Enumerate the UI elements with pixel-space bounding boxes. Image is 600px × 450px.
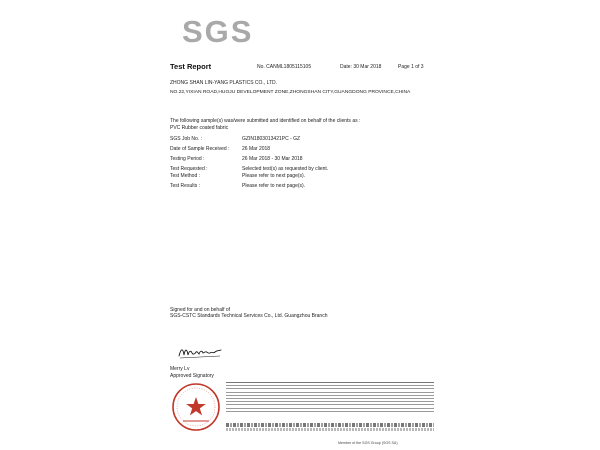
signatory-name: Merry Lv [170, 366, 190, 372]
office-address-bar-2 [226, 428, 434, 431]
field-label: Date of Sample Received : [170, 146, 230, 152]
field-value: 26 Mar 2018 - 30 Mar 2018 [242, 156, 303, 162]
field-value: GZIN1803013421PC - GZ [242, 136, 301, 142]
field-value: Selected test(s) as requested by client. [242, 166, 329, 172]
field-label: Test Results : [170, 183, 201, 189]
signed-on-behalf: Signed for and on behalf of [170, 307, 231, 313]
field-value: 26 Mar 2018 [242, 146, 271, 152]
sgs-group-member: Member of the SGS Group (SGS SA) [338, 441, 398, 445]
report-header [170, 62, 435, 74]
client-name: ZHONG SHAN LIN-YANG PLASTICS CO., LTD. [170, 80, 278, 86]
field-value: Please refer to next page(s). [242, 173, 306, 179]
official-seal-icon [170, 381, 222, 433]
terms-fine-print [226, 382, 434, 414]
field-label: Test Method : [170, 173, 201, 179]
office-address-bar [226, 423, 434, 427]
page-number: Page 1 of 3 [398, 64, 424, 70]
footer-stamp-area [170, 381, 436, 436]
report-title: Test Report [170, 62, 212, 71]
signatory-role: Approved Signatory [170, 373, 214, 379]
sample-name: PVC Rubber coated fabric [170, 125, 229, 131]
report-date: Date: 30 Mar 2018 [340, 64, 382, 70]
sgs-logo: SGS [182, 14, 254, 49]
signing-company: SGS-CSTC Standards Technical Services Co., Ltd. Guangzhou Branch [170, 313, 328, 319]
field-label: Testing Period : [170, 156, 205, 162]
handwritten-signature [176, 342, 224, 362]
report-number: No. CANML1805115105 [257, 64, 312, 70]
field-label: Test Requested : [170, 166, 208, 172]
intro-line: The following sample(s) was/were submitted and identified on behalf of the clients as : [170, 118, 361, 124]
field-value: Please refer to next page(s). [242, 183, 306, 189]
field-label: SGS Job No. : [170, 136, 202, 142]
client-address: NO.22,YIXIAN ROAD,HUOJU DEVELOPMENT ZONE,ZHONGSHAN CITY,GUANGDONG PROVINCE,CHINA [170, 90, 411, 95]
